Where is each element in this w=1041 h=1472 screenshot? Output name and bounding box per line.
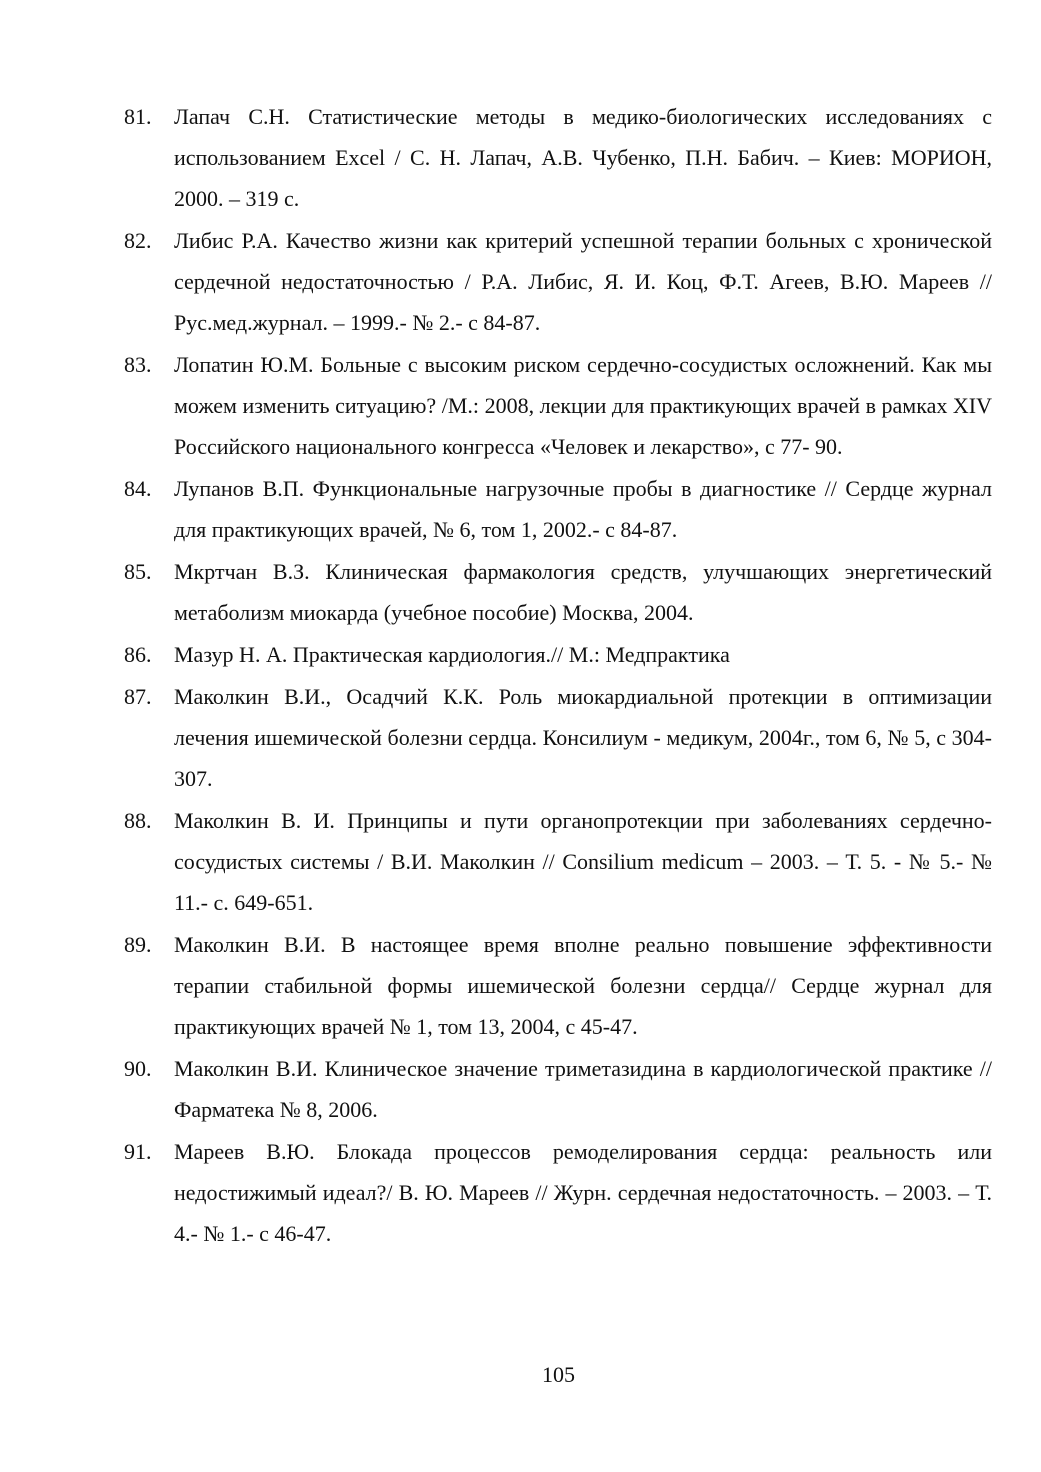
- reference-item: [124, 468, 992, 550]
- reference-number: 91.: [124, 1139, 152, 1164]
- reference-text: Маколкин В.И. В настоящее время вполне реально повышение эффективности терапии стабильной формы ишемической болезни сердца// Сердце журнал для практикующих врачей № 1, том 13, 2004, с 45-47.: [174, 932, 992, 1039]
- reference-number: 90.: [124, 1056, 152, 1081]
- page-number: 105: [542, 1362, 575, 1387]
- reference-item: [124, 676, 992, 799]
- reference-text: Маколкин В. И. Принципы и пути органопротекции при заболеваниях сердечно-сосудистых системы / В.И. Маколкин // Consilium medicum – 2003. – Т. 5. - № 5.- № 11.- с. 649-651.: [174, 808, 992, 915]
- reference-text: Маколкин В.И., Осадчий К.К. Роль миокардиальной протекции в оптимизации лечения ишемической болезни сердца. Консилиум - медикум, 2004г., том 6, № 5, с 304-307.: [174, 684, 992, 791]
- reference-item: [124, 1131, 992, 1254]
- reference-number: 82.: [124, 228, 152, 253]
- reference-number: 88.: [124, 808, 152, 833]
- reference-item: [124, 344, 992, 467]
- reference-text: Мареев В.Ю. Блокада процессов ремоделирования сердца: реальность или недостижимый идеал?/ В. Ю. Мареев // Журн. сердечная недостаточность. – 2003. – Т. 4.- № 1.- с 46-47.: [174, 1139, 992, 1246]
- reference-number: 83.: [124, 352, 152, 377]
- reference-text: Лупанов В.П. Функциональные нагрузочные пробы в диагностике // Сердце журнал для практикующих врачей, № 6, том 1, 2002.- с 84-87.: [174, 476, 992, 542]
- reference-item: [124, 800, 992, 923]
- reference-text: Маколкин В.И. Клиническое значение триметазидина в кардиологической практике // Фарматека № 8, 2006.: [174, 1056, 992, 1122]
- reference-number: 87.: [124, 684, 152, 709]
- reference-number: 85.: [124, 559, 152, 584]
- reference-text: Либис Р.А. Качество жизни как критерий успешной терапии больных с хронической сердечной недостаточностью / Р.А. Либис, Я. И. Коц, Ф.Т. Агеев, В.Ю. Мареев // Рус.мед.журнал. – 1999.- № 2.- с 84-87.: [174, 228, 992, 335]
- reference-text: Лопатин Ю.М. Больные с высоким риском сердечно-сосудистых осложнений. Как мы можем изменить ситуацию? /М.: 2008, лекции для практикующих врачей в рамках XIV Российского национального конгресса «Человек и лекарство», с 77- 90.: [174, 352, 992, 459]
- reference-item: [124, 634, 992, 675]
- reference-text: Лапач С.Н. Статистические методы в медико-биологических исследованиях с использованием Excel / С. Н. Лапач, А.В. Чубенко, П.Н. Бабич. – Киев: МОРИОН, 2000. – 319 с.: [174, 104, 992, 211]
- reference-item: [124, 924, 992, 1047]
- reference-number: 81.: [124, 104, 152, 129]
- reference-item: [124, 1048, 992, 1130]
- reference-item: [124, 96, 992, 219]
- reference-number: 84.: [124, 476, 152, 501]
- reference-number: 89.: [124, 932, 152, 957]
- reference-text: Мазур Н. А. Практическая кардиология.// М.: Медпрактика: [174, 642, 730, 667]
- reference-item: [124, 551, 992, 633]
- reference-text: Мкртчан В.З. Клиническая фармакология средств, улучшающих энергетический метаболизм миокарда (учебное пособие) Москва, 2004.: [174, 559, 992, 625]
- reference-number: 86.: [124, 642, 152, 667]
- reference-list: [124, 96, 992, 1255]
- reference-item: [124, 220, 992, 343]
